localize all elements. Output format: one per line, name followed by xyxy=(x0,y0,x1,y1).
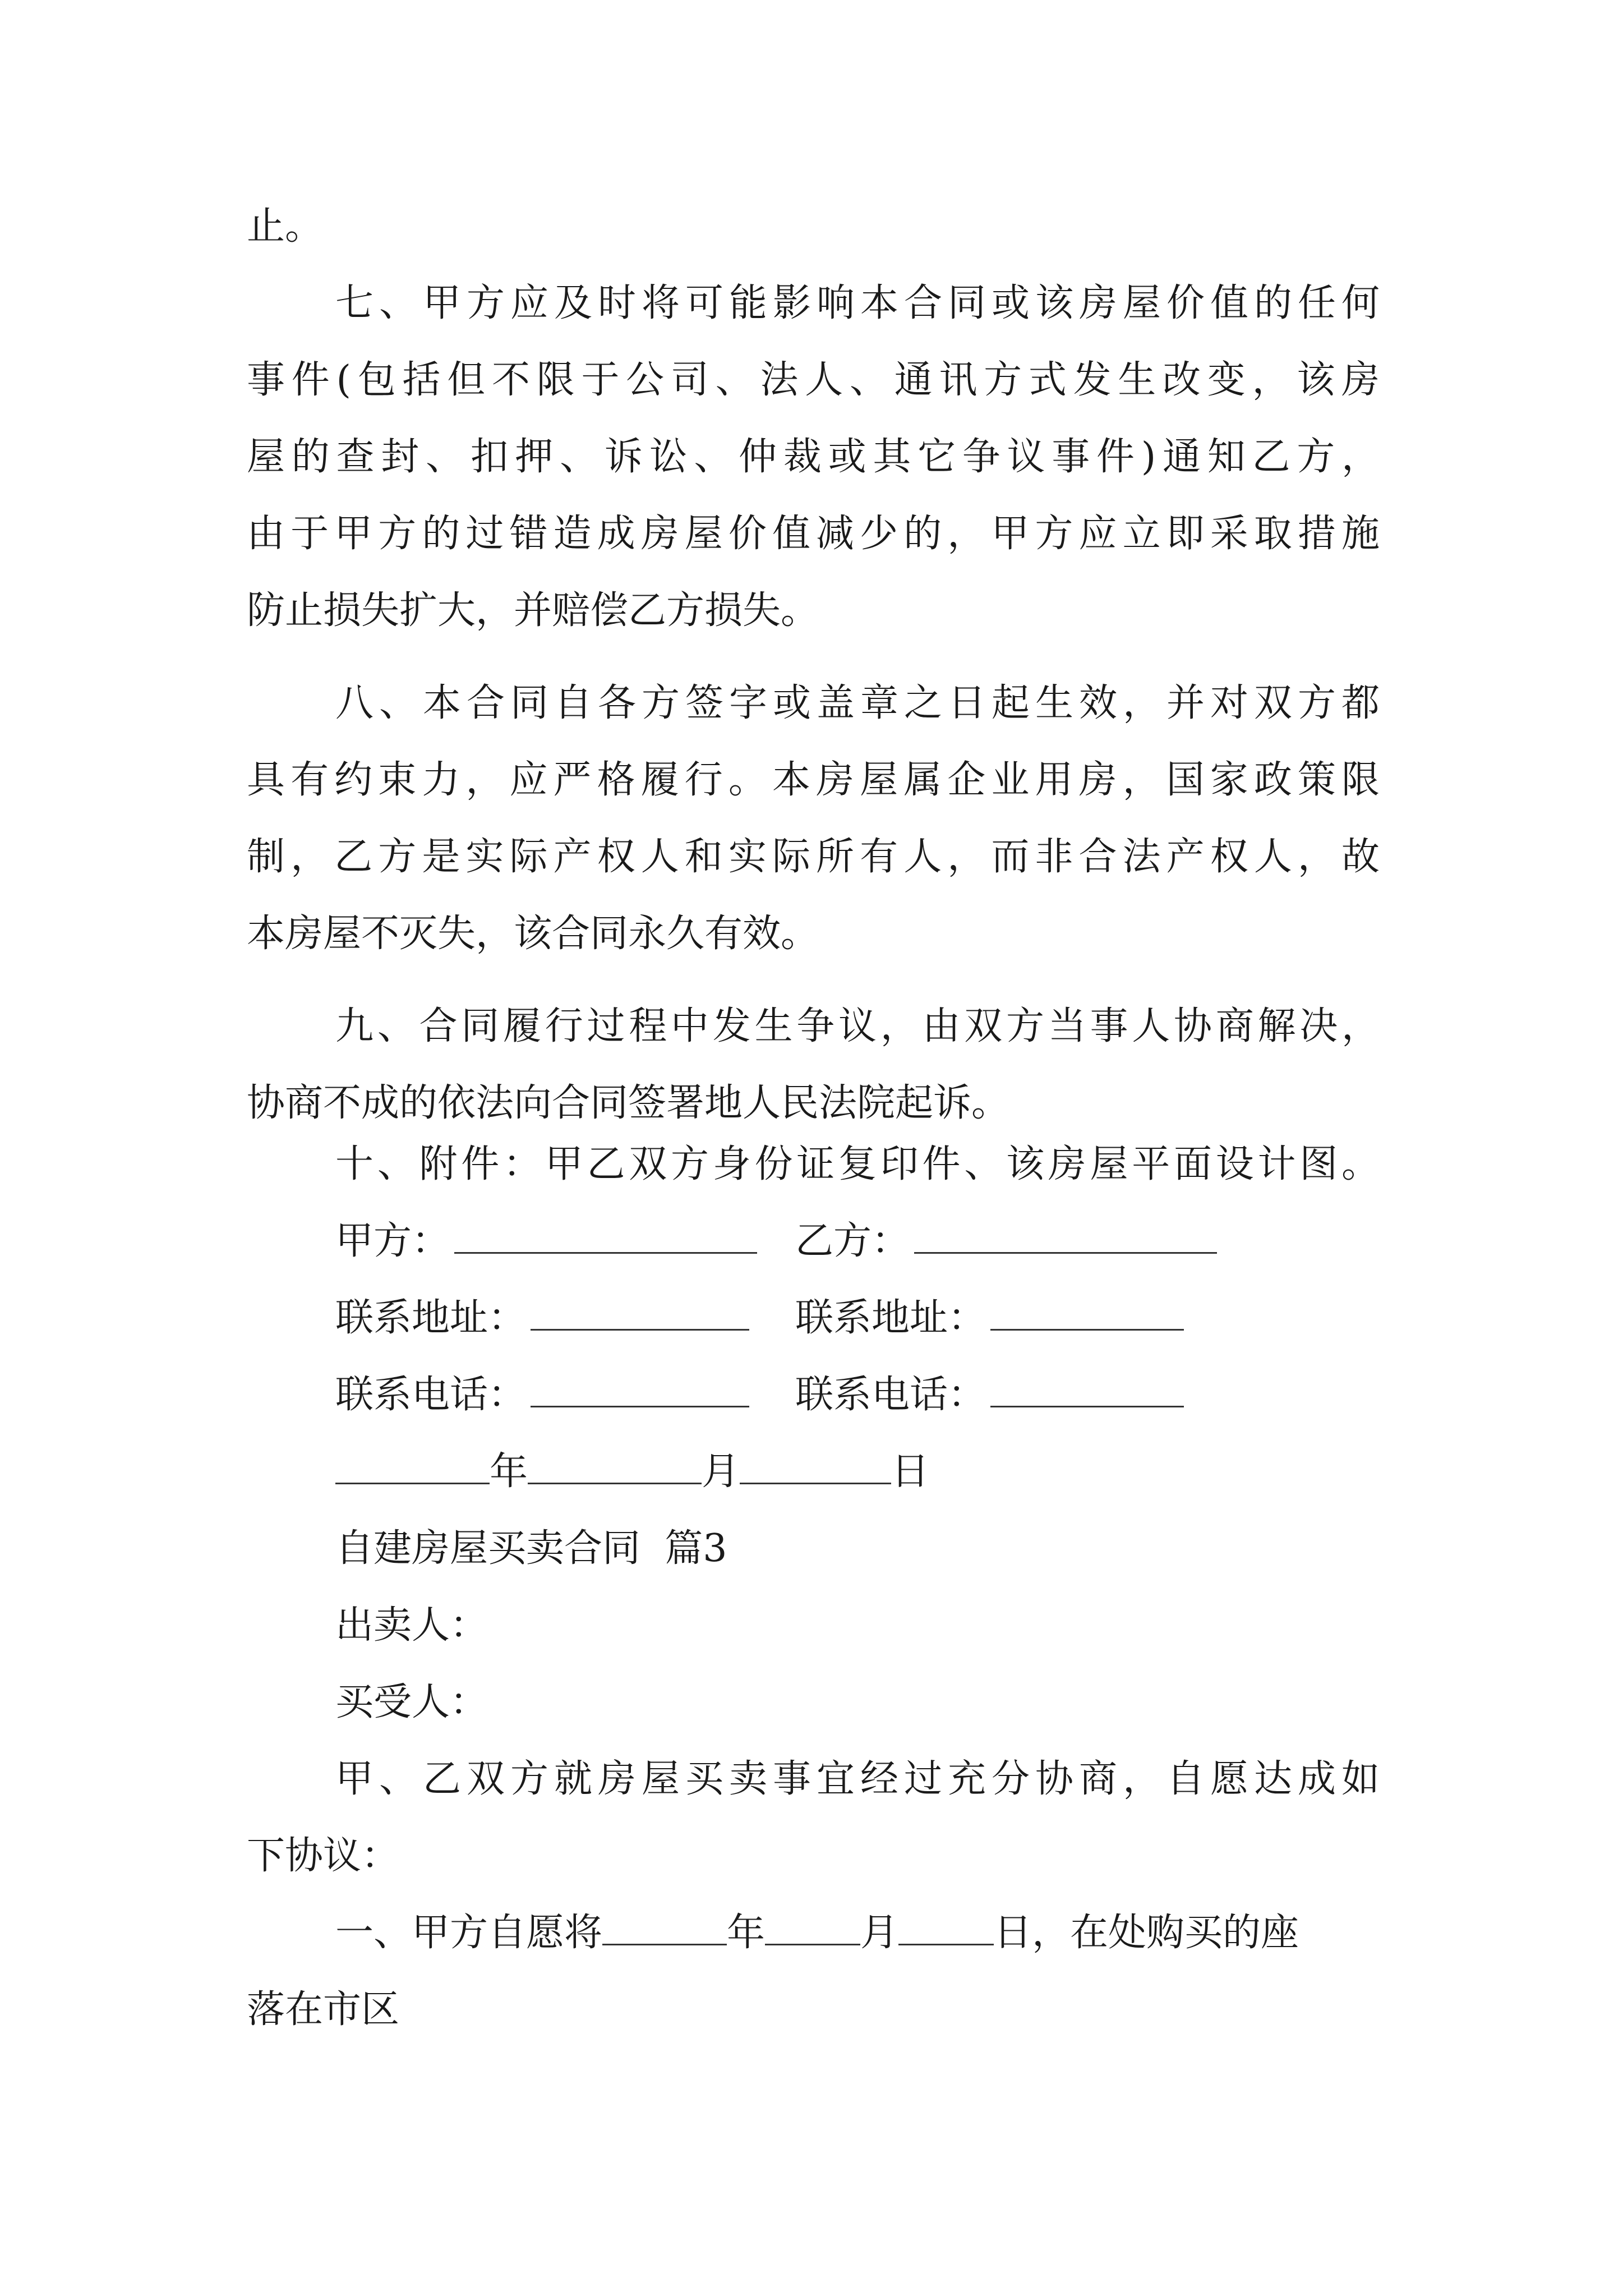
day-label: 日 xyxy=(891,1450,930,1494)
address-b-label: 联系地址： xyxy=(795,1296,986,1340)
body-line: 防止损失扩大，并赔偿乙方损失。 xyxy=(247,588,819,633)
party-a-blank[interactable] xyxy=(454,1215,757,1254)
body-line: 屋的查封、扣押、诉讼、仲裁或其它争议事件)通知乙方， xyxy=(247,435,1380,479)
address-b-blank[interactable] xyxy=(990,1292,1184,1331)
body-line: 十、附件：甲乙双方身份证复印件、该房屋平面设计图。 xyxy=(335,1142,1380,1186)
date-line xyxy=(335,1433,929,1510)
buyer-label: 买受人： xyxy=(335,1680,488,1724)
body-line: 七、甲方应及时将可能影响本合同或该房屋价值的任何 xyxy=(335,281,1380,325)
body-line: 本房屋不灭失，该合同永久有效。 xyxy=(247,912,819,956)
body-line: 由于甲方的过错造成房屋价值减少的，甲方应立即采取措施 xyxy=(247,512,1380,556)
clause1-month-blank[interactable] xyxy=(765,1907,860,1945)
address-a-line xyxy=(335,1280,749,1356)
phone-b-label: 联系电话： xyxy=(795,1373,986,1417)
clause1-year-label: 年 xyxy=(727,1911,766,1955)
intro-line-1: 甲、乙双方就房屋买卖事宜经过充分协商，自愿达成如 xyxy=(335,1757,1380,1801)
body-line: 具有约束力，应严格履行。本房屋属企业用房，国家政策限 xyxy=(247,758,1380,802)
body-line: 协商不成的依法向合同签署地人民法院起诉。 xyxy=(247,1081,1010,1125)
day-blank[interactable] xyxy=(740,1446,891,1484)
address-a-blank[interactable] xyxy=(531,1292,749,1331)
party-b-blank[interactable] xyxy=(914,1215,1217,1254)
year-blank[interactable] xyxy=(335,1446,490,1484)
year-label: 年 xyxy=(490,1450,528,1494)
body-line: 八、本合同自各方签字或盖章之日起生效，并对双方都 xyxy=(335,681,1380,725)
clause1-day-blank[interactable] xyxy=(898,1907,994,1945)
month-blank[interactable] xyxy=(528,1446,702,1484)
body-line: 九、合同履行过程中发生争议，由双方当事人协商解决， xyxy=(335,1004,1380,1048)
phone-a-blank[interactable] xyxy=(531,1369,749,1407)
clause1-month-label: 月 xyxy=(860,1911,899,1955)
phone-a-label: 联系电话： xyxy=(335,1373,527,1417)
month-label: 月 xyxy=(702,1450,740,1494)
phone-b-blank[interactable] xyxy=(990,1369,1184,1407)
seller-label: 出卖人： xyxy=(335,1603,488,1648)
section-title: 自建房屋买卖合同 篇3 xyxy=(335,1526,727,1571)
body-line: 事件(包括但不限于公司、法人、通讯方式发生改变，该房 xyxy=(247,358,1380,402)
clause1-start: 一、甲方自愿将 xyxy=(335,1911,603,1955)
body-line: 止。 xyxy=(247,204,324,249)
clause1-line xyxy=(335,1894,1299,1971)
clause1-year-blank[interactable] xyxy=(602,1907,727,1945)
party-b-line xyxy=(795,1203,1217,1280)
phone-b-line xyxy=(795,1356,1184,1433)
address-a-label: 联系地址： xyxy=(335,1296,527,1340)
body-line: 制，乙方是实际产权人和实际所有人，而非合法产权人，故 xyxy=(247,835,1380,879)
address-b-line xyxy=(795,1280,1184,1356)
phone-a-line xyxy=(335,1356,749,1433)
clause1-day-text: 日，在处购买的座 xyxy=(994,1911,1299,1955)
party-a-label: 甲方： xyxy=(335,1219,450,1263)
party-a-line xyxy=(335,1203,757,1280)
clause1-line-2: 落在市区 xyxy=(247,1987,400,2032)
intro-line-2: 下协议： xyxy=(247,1834,400,1878)
party-b-label: 乙方： xyxy=(795,1219,910,1263)
